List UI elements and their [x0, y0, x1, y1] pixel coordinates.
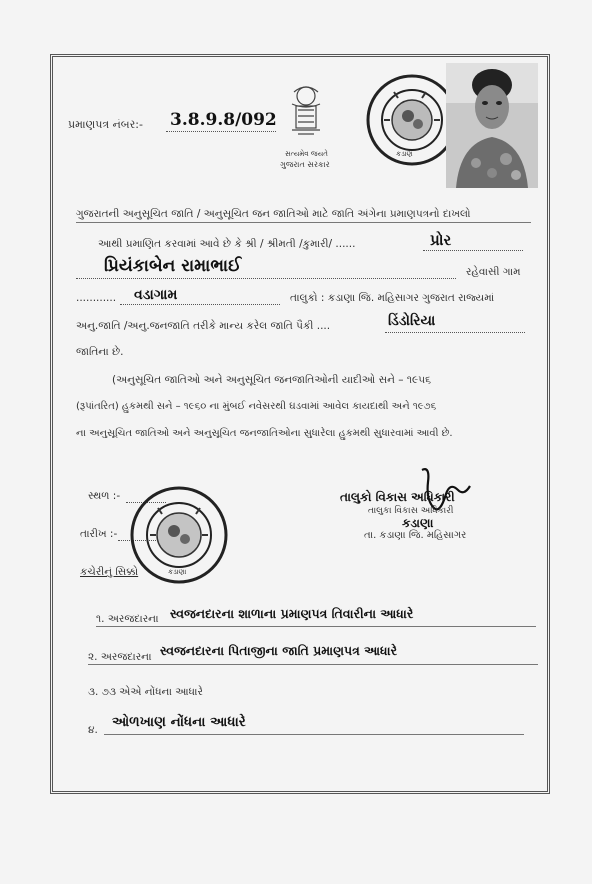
village-dotted-line	[120, 304, 280, 305]
document-4-line	[104, 734, 524, 735]
document-4-handwritten: ઓળખાણ નોંધના આધારે	[112, 714, 246, 730]
document-1-handwritten: સ્વજનદારના શાળાના પ્રમાણપત્ર તિવારીના આધારે	[170, 606, 414, 621]
paragraph-line-2: (રૂપાંતરિત) હુકમથી સને – ૧૯૬૦ ના મુંબઈ નવેસરથી ઘડવામાં આવેલ કાયદાથી અને ૧૯૭૬	[76, 401, 437, 412]
document-4-label: ૪.	[88, 724, 98, 736]
village-prefix: ............	[76, 292, 117, 304]
caste-category-text: અનુ.જાતિ /અનુ.જનજાતિ તરીકે માન્ય કરેલ જાતિ પૈકી ....	[76, 320, 331, 332]
signatory-title: તાલુકો વિકાસ અધિકારી	[340, 490, 455, 504]
document-3-label: ૩. ૭૩ એએ નોંધના આધારે	[88, 686, 203, 698]
paragraph-line-3: ના અનુસૂચિત જાતિઓ અને અનુસૂચિત જનજાતિઓના સુધારેલા હુકમથી સુધારવામાં આવી છે.	[76, 428, 453, 439]
document-2-handwritten: સ્વજનદારના પિતાજીના જાતિ પ્રમાણપત્ર આધારે	[160, 643, 398, 658]
office-seal-label: કચેરીનું સિક્કો	[80, 566, 139, 578]
resident-label: રહેવાસી ગામ	[466, 266, 521, 278]
bottom-seal-text: કડાણા	[168, 568, 187, 576]
village-handwritten: વડાગામ	[134, 287, 178, 303]
signatory-district: તા. કડાણા જિ. મહિસાગર	[364, 530, 467, 541]
person-photo-icon	[446, 63, 538, 188]
caste-handwritten: ડિંડોરિયા	[388, 313, 436, 329]
signatory-subtitle: તાલુકા વિકાસ અધિકારી	[368, 506, 454, 516]
certificate-number-value: 3.8.9.8/092	[170, 110, 277, 130]
number-dotted-line	[166, 131, 276, 132]
certify-line: આથી પ્રમાણિત કરવામાં આવે છે કે શ્રી / શ્રીમતી /કુમારી/ ......	[98, 238, 356, 250]
taluka-district-text: તાલુકો : કડાણા જિ. મહિસાગર ગુજરાત રાજ્યમાં	[290, 292, 495, 304]
place-label: સ્થળ :-	[88, 490, 121, 502]
certificate-heading: ગુજરાતની અનુસૂચિત જાતિ / અનુસૂચિત જન જાતિઓ માટે જાતિ અંગેના પ્રમાણપત્રનો દાખલો	[76, 208, 471, 220]
document-2-label: ૨. અરજદારના	[88, 651, 152, 663]
document-1-line	[96, 626, 536, 627]
signatory-taluka: કડાણા	[402, 516, 434, 530]
document-1-label: ૧. અરજદારના	[96, 613, 159, 625]
surname-dotted-line	[423, 250, 523, 251]
heading-underline	[76, 222, 531, 223]
applicant-photo	[446, 63, 538, 188]
certificate-number-label: પ્રમાણપત્ર નંબર:-	[68, 118, 143, 131]
caste-dotted-line	[385, 332, 525, 333]
name-dotted-line	[76, 278, 456, 279]
emblem-caption-motto: સત્યમેવ જયતે	[285, 150, 328, 158]
date-label: તારીખ :-	[80, 528, 118, 540]
paragraph-line-1: (અનુસૂચિત જાતિઓ અને અનુસૂચિત જનજાતિઓની યાદીઓ સને – ૧૯૫૬	[112, 374, 432, 386]
emblem-caption-government: ગુજરાત સરકાર	[280, 160, 330, 169]
applicant-name-handwritten: પ્રિયંકાબેન રામાભાઈ	[104, 256, 242, 276]
surname-handwritten: પ્રોર	[430, 231, 452, 249]
caste-line-end: જાતિના છે.	[76, 346, 124, 358]
document-2-line	[88, 664, 538, 665]
top-seal-bottom-text: કડાણ	[396, 150, 413, 158]
